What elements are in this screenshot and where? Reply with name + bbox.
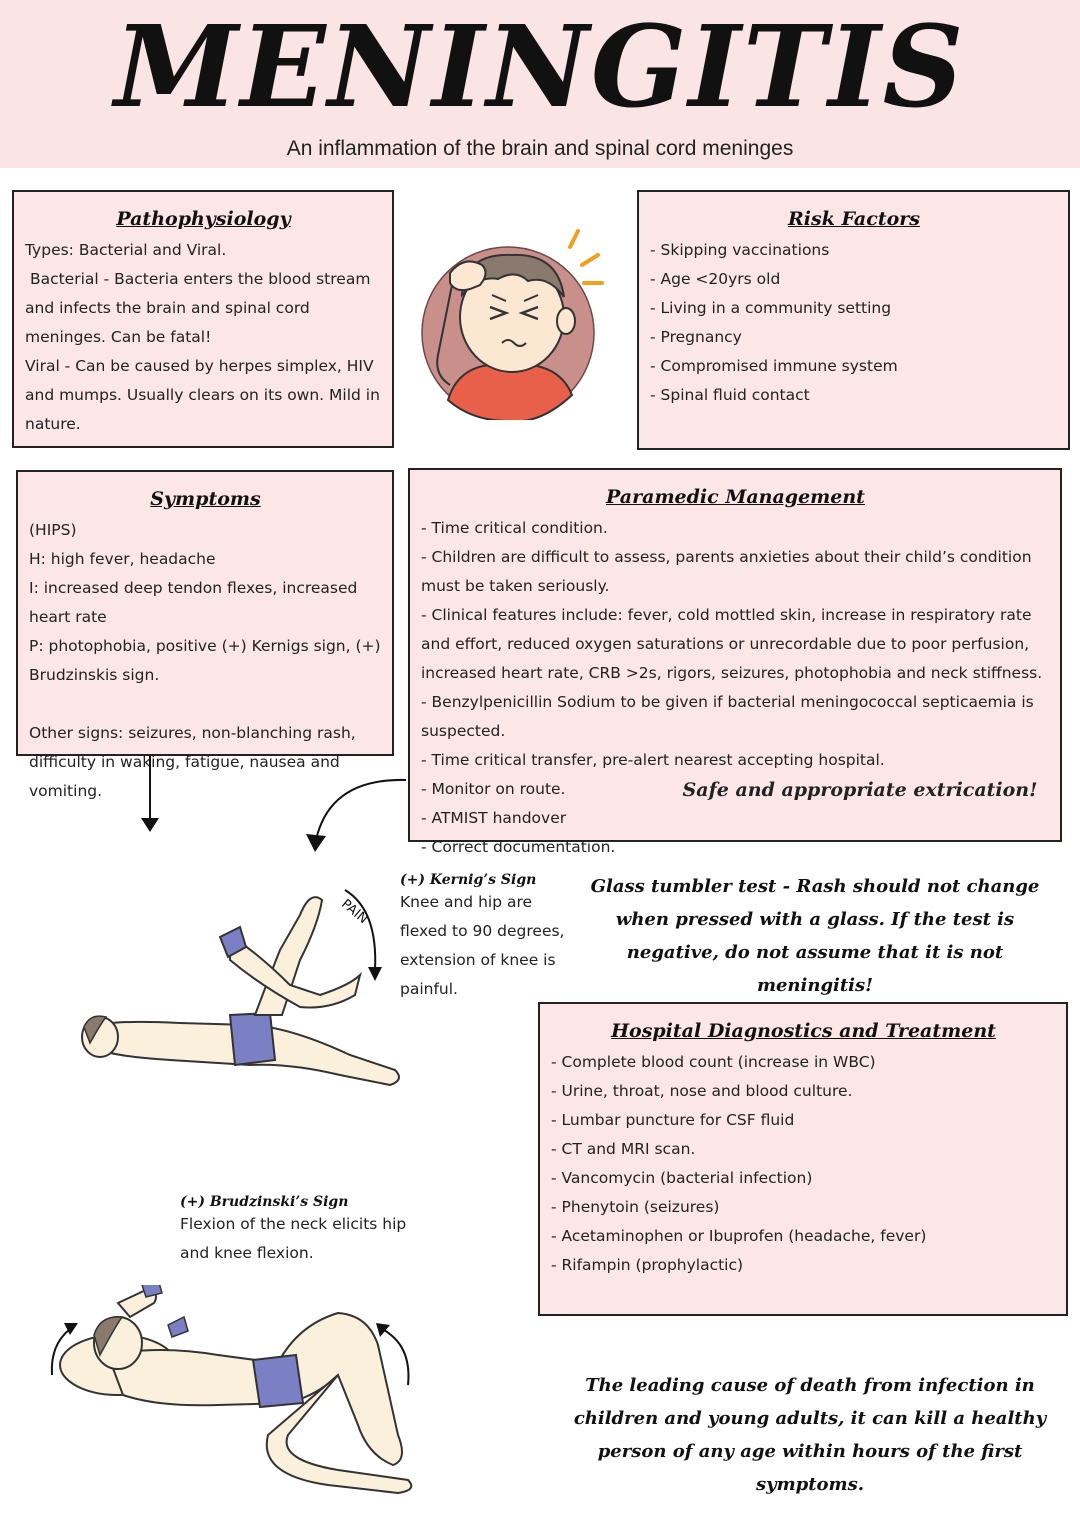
kernig-sign-description: Knee and hip are flexed to 90 degrees, extension of knee is painful. (400, 893, 565, 998)
page-title: MENINGITIS (114, 2, 966, 133)
hospital-item: - Phenytoin (seizures) (551, 1198, 720, 1216)
arrow-to-kernig-left (138, 756, 162, 836)
paramedic-management-box (408, 468, 1062, 856)
kernig-sign-text-block (400, 872, 570, 1004)
risk-factor-item: - Pregnancy (650, 328, 742, 346)
paramedic-item: - Monitor on route. (421, 780, 566, 798)
risk-factor-item: - Spinal fluid contact (650, 386, 810, 404)
risk-factor-item: - Age <20yrs old (650, 270, 781, 288)
symptoms-box (16, 470, 394, 800)
headache-child-illustration (420, 225, 610, 420)
hospital-item: - CT and MRI scan. (551, 1140, 696, 1158)
pathophysiology-line: Viral - Can be caused by herpes simplex, HIV and mumps. Usually clears on its own. Mild in nature. (25, 357, 380, 433)
risk-factors-box (637, 190, 1070, 450)
pathophysiology-line: Bacterial - Bacteria enters the blood stream and infects the brain and spinal cord meninges. Can be fatal! (25, 270, 376, 346)
paramedic-item: - Time critical condition. (421, 519, 608, 537)
paramedic-item: - Clinical features include: fever, cold mottled skin, increase in respiratory rate and effort, reduced oxygen saturations or unrecordable due to poor perfusion, increased heart rate, CRB >2s, rigors, seizures, photophobia and neck stiffness. (421, 606, 1043, 682)
risk-factor-item: - Skipping vaccinations (650, 241, 830, 259)
hospital-item: - Urine, throat, nose and blood culture. (551, 1082, 853, 1100)
closing-statement: The leading cause of death from infection in children and young adults, it can kill a healthy person of any age within hours of the first symptoms. (573, 1375, 1047, 1495)
risk-factors-title: Risk Factors (788, 208, 920, 230)
symptoms-line: H: high fever, headache (29, 550, 216, 568)
kernig-sign-title: (+) Kernig’s Sign (400, 872, 537, 888)
brudzinski-sign-illustration (38, 1285, 428, 1500)
page-subtitle: An inflammation of the brain and spinal cord meninges (286, 137, 794, 160)
brudzinski-sign-description: Flexion of the neck elicits hip and knee flexion. (180, 1215, 407, 1262)
hospital-diagnostics-title: Hospital Diagnostics and Treatment (611, 1020, 996, 1042)
paramedic-item: - Time critical transfer, pre-alert nearest accepting hospital. (421, 751, 885, 769)
risk-factor-item: - Living in a community setting (650, 299, 892, 317)
hospital-item: - Lumbar puncture for CSF fluid (551, 1111, 795, 1129)
symptoms-line: P: photophobia, positive (+) Kernigs sign, (+) Brudzinskis sign. (29, 637, 381, 684)
symptoms-line: (HIPS) (29, 521, 77, 539)
paramedic-management-title: Paramedic Management (606, 486, 865, 508)
extrication-note: Safe and appropriate extrication! (682, 779, 1038, 801)
arrow-to-kernig-curved (300, 770, 410, 860)
pathophysiology-title: Pathophysiology (116, 208, 291, 230)
hospital-item: - Acetaminophen or Ibuprofen (headache, fever) (551, 1227, 927, 1245)
symptoms-line: I: increased deep tendon flexes, increased heart rate (29, 579, 358, 626)
paramedic-item: - ATMIST handover (421, 809, 567, 827)
paramedic-item: - Correct documentation. (421, 838, 616, 856)
kernig-sign-illustration (60, 875, 410, 1105)
pain-label: PAIN (338, 896, 371, 928)
hospital-item: - Complete blood count (increase in WBC) (551, 1053, 876, 1071)
paramedic-item: - Benzylpenicillin Sodium to be given if bacterial meningococcal septicaemia is suspected. (421, 693, 1034, 740)
hospital-diagnostics-box (538, 1002, 1068, 1316)
symptoms-other-signs: Other signs: seizures, non-blanching rash, difficulty in waking, fatigue, nausea and vomiting. (29, 724, 356, 800)
hospital-item: - Vancomycin (bacterial infection) (551, 1169, 813, 1187)
brudzinski-sign-text-block (180, 1194, 420, 1268)
pathophysiology-box (12, 190, 394, 448)
risk-factor-item: - Compromised immune system (650, 357, 898, 375)
hospital-item: - Rifampin (prophylactic) (551, 1256, 744, 1274)
brudzinski-sign-title: (+) Brudzinski’s Sign (180, 1194, 349, 1210)
symptoms-title: Symptoms (150, 488, 261, 510)
paramedic-item: - Children are difficult to assess, parents anxieties about their child’s condition must be taken seriously. (421, 548, 1032, 595)
pathophysiology-line: Types: Bacterial and Viral. (25, 241, 227, 259)
glass-tumbler-test: Glass tumbler test - Rash should not change when pressed with a glass. If the test is negative, do not assume that it is not meningitis! (590, 876, 1040, 996)
